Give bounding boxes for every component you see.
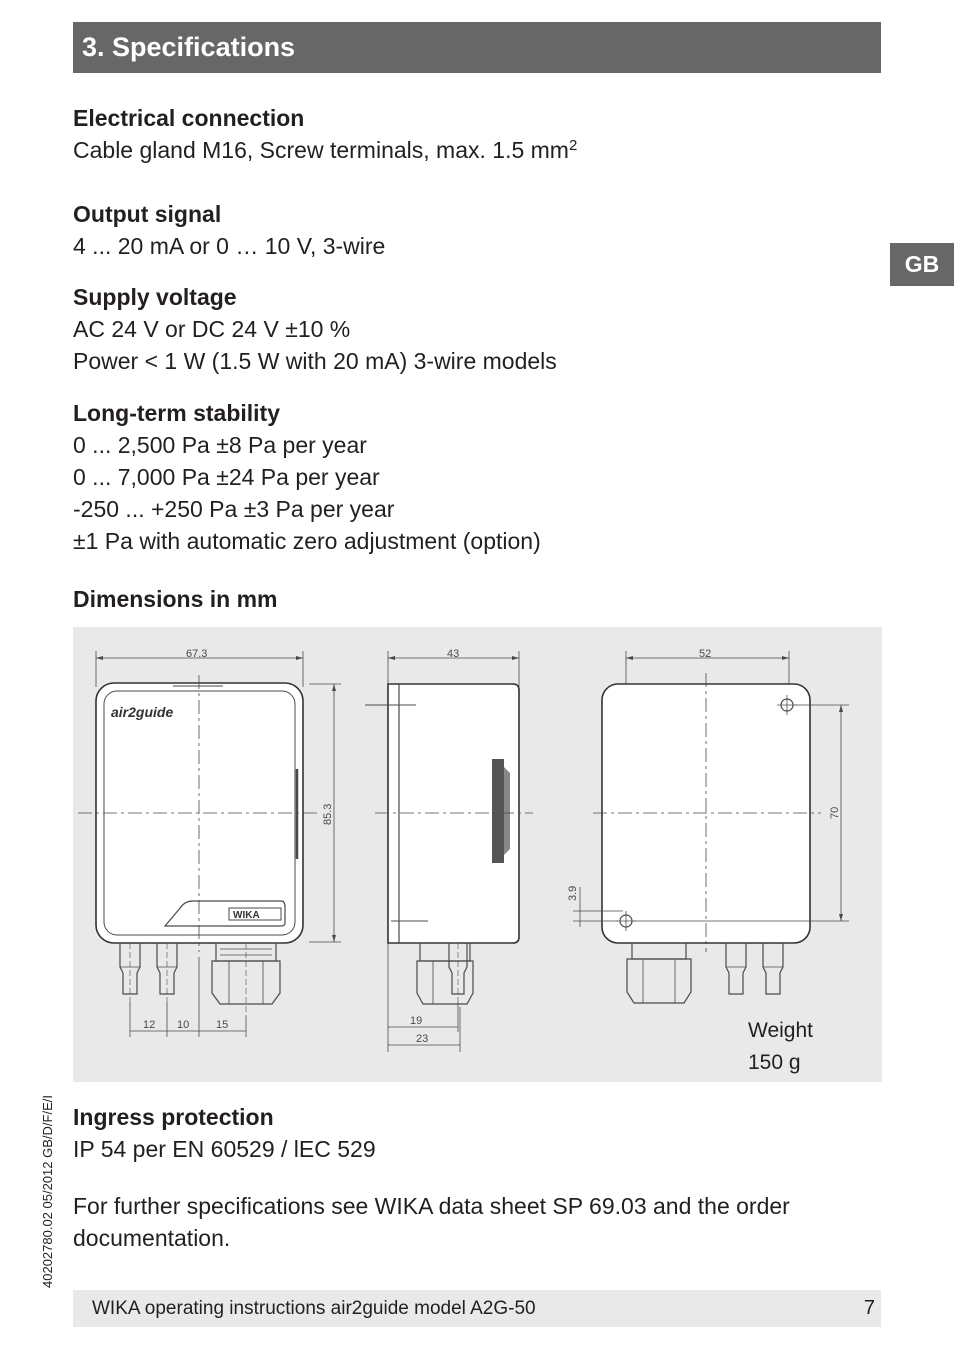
weight-info: [748, 1015, 813, 1079]
stability-line: 0 ... 2,500 Pa ±8 Pa per year: [73, 432, 367, 458]
dimensions-section: [73, 583, 873, 615]
front-height-label: 85.3: [322, 803, 334, 825]
page-number: 7: [863, 1297, 875, 1319]
electrical-connection-text: [73, 134, 873, 166]
weight-value: 150 g: [748, 1051, 801, 1074]
side-dim-b-label: 23: [416, 1033, 429, 1045]
long-term-stability-heading: Long-term stability: [73, 400, 281, 426]
port-spacing-a-label: 12: [143, 1019, 156, 1031]
section-title: 3. Specifications: [82, 32, 296, 62]
dimensions-heading: Dimensions in mm: [73, 586, 278, 612]
electrical-connection-section: [73, 102, 873, 166]
front-width-label: 67.3: [186, 648, 208, 660]
front-view: [78, 648, 341, 1037]
output-signal-text: 4 ... 20 mA or 0 … 10 V, 3-wire: [73, 233, 386, 259]
stability-line: -250 ... +250 Pa ±3 Pa per year: [73, 496, 395, 522]
ingress-protection-text: IP 54 per EN 60529 / lEC 529: [73, 1136, 376, 1162]
side-width-label: 43: [447, 648, 460, 660]
footer-title: WIKA operating instructions air2guide model A2G-50: [92, 1298, 536, 1319]
electrical-line: Cable gland M16, Screw terminals, max. 1.5 mm: [73, 137, 569, 163]
document-code: 40202780.02 05/2012 GB/D/F/E/I: [40, 1095, 55, 1288]
supply-voltage-line: AC 24 V or DC 24 V ±10 %: [73, 316, 351, 342]
back-width-label: 52: [699, 648, 712, 660]
stability-line: ±1 Pa with automatic zero adjustment (option): [73, 528, 541, 554]
footer-bar: [73, 1290, 881, 1327]
back-height-label: 70: [829, 806, 841, 819]
output-signal-section: [73, 198, 873, 262]
stability-line: 0 ... 7,000 Pa ±24 Pa per year: [73, 464, 380, 490]
output-signal-heading: Output signal: [73, 201, 222, 227]
dimension-drawing: [73, 627, 882, 1082]
air2guide-logo-text: air2guide: [111, 704, 174, 720]
superscript-two: 2: [568, 137, 578, 154]
long-term-stability-section: [73, 397, 873, 557]
further-specs-section: [73, 1190, 873, 1254]
section-title-bar: [73, 22, 881, 73]
ingress-protection-section: [73, 1101, 873, 1165]
ingress-protection-heading: Ingress protection: [73, 1104, 274, 1130]
dimension-drawing-svg: [73, 627, 882, 1082]
weight-label: Weight: [748, 1019, 813, 1042]
back-view: [567, 648, 849, 1003]
electrical-connection-heading: Electrical connection: [73, 105, 305, 131]
side-dim-a-label: 19: [410, 1015, 423, 1027]
port-spacing-c-label: 15: [216, 1019, 229, 1031]
wika-brand-text: WIKA: [233, 910, 260, 921]
supply-voltage-section: [73, 281, 873, 377]
side-view: [365, 648, 533, 1052]
hole-offset-label: 3.9: [567, 885, 579, 901]
further-specs-text: For further specifications see WIKA data sheet SP 69.03 and the order documentation.: [73, 1193, 790, 1251]
supply-voltage-heading: Supply voltage: [73, 284, 237, 310]
supply-voltage-line: Power < 1 W (1.5 W with 20 mA) 3-wire models: [73, 348, 557, 374]
port-spacing-b-label: 10: [177, 1019, 190, 1031]
language-tab[interactable]: GB: [890, 243, 954, 286]
